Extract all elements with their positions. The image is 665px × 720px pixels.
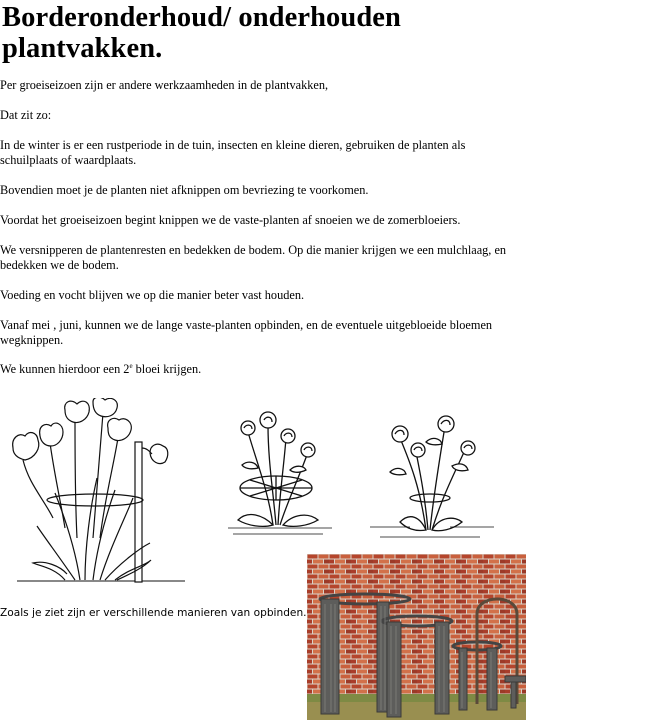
page-title: Borderonderhoud/ onderhouden plantvakken. bbox=[2, 2, 401, 64]
photo-metal-plant-supports-brick-wall bbox=[307, 554, 526, 720]
paragraph: We versnipperen de plantenresten en bedekken de bodem. Op die manier krijgen we een mulchlaag, en bedekken we de bodem. bbox=[0, 243, 507, 272]
paragraph-second-bloom bbox=[0, 362, 540, 377]
superscript: e bbox=[129, 362, 133, 370]
figure-caption: Zoals je ziet zijn er verschillende manieren van opbinden. bbox=[0, 607, 307, 619]
paragraph: Vanaf mei , juni, kunnen we de lange vaste-planten opbinden, en de eventuele uitgebloeide bloemen wegknippen. bbox=[0, 318, 493, 347]
paragraph: Per groeiseizoen zijn er andere werkzaamheden in de plantvakken, bbox=[0, 78, 329, 92]
paragraph: Voeding en vocht blijven we op die manier beter vast houden. bbox=[0, 288, 305, 302]
paragraph: In de winter is er een rustperiode in de tuin, insecten en kleine dieren, gebruiken de planten als schuilplaats of waardplaats. bbox=[0, 138, 466, 167]
illustration-roses-with-wheel-support bbox=[228, 410, 333, 540]
text: bloei krijgen. bbox=[132, 362, 202, 376]
paragraph: Bovendien moet je de planten niet afknippen om bevriezing te voorkomen. bbox=[0, 183, 369, 197]
illustration-roses-tied-with-ring bbox=[370, 412, 495, 542]
text: We kunnen hierdoor een 2 bbox=[0, 362, 130, 376]
paragraph: Voordat het groeiseizoen begint knippen we de vaste-planten af snoeien we de zomerbloeiers. bbox=[0, 213, 461, 227]
illustration-tulips-with-stake-and-ring bbox=[5, 398, 190, 583]
paragraph: Dat zit zo: bbox=[0, 108, 52, 122]
